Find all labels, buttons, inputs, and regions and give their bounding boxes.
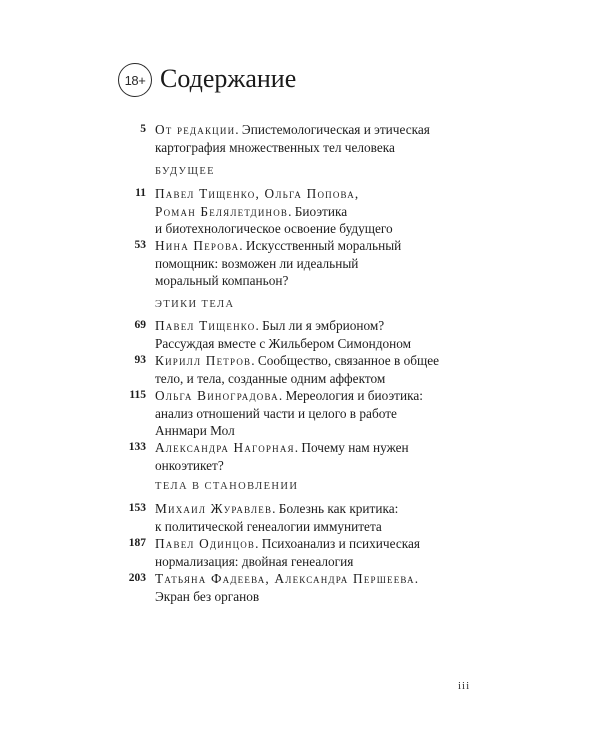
page-number: 5 — [140, 123, 146, 135]
entry-title: . Биоэтика — [288, 203, 348, 219]
page-number: 133 — [128, 441, 146, 453]
entry-title-line: тело, и тела, созданные одним аффектом — [155, 370, 386, 386]
entry-title-line: моральный компаньон? — [155, 273, 289, 288]
toc-entry[interactable] — [129, 387, 475, 440]
entry-author: Павел Одинцов — [155, 536, 256, 551]
entry-title-line: к политической генеалогии иммунитета — [155, 518, 382, 534]
entry-author: Александра Нагорная — [155, 440, 295, 455]
entry-author: Павел Тищенко — [155, 318, 256, 333]
section-heading: ТЕЛА В СТАНОВЛЕНИИ — [155, 481, 299, 492]
entry-title-line: помощник: возможен ли идеальный — [155, 255, 359, 271]
entry-title: . Эпистемологическая и этическая — [235, 122, 430, 137]
age-rating-badge: 18+ — [118, 63, 152, 97]
page-number: 153 — [128, 502, 146, 514]
page-number: 187 — [128, 537, 146, 549]
entry-title: . Сообщество, связанное в общее — [251, 353, 440, 368]
entry-author: Павел Тищенко, Ольга Попова, — [155, 186, 360, 201]
entry-author: Роман Белялетдинов — [155, 203, 289, 219]
toc-entry[interactable] — [134, 237, 475, 290]
entry-title-line: Экран без органов — [155, 588, 260, 604]
entry-author: От редакции — [155, 122, 236, 137]
entry-title: . Искусственный моральный — [239, 238, 402, 253]
entry-title-line: картография множественных тел человека — [155, 139, 395, 155]
toc-entry[interactable] — [128, 439, 475, 474]
entry-title: . Мереология и биоэтика: — [278, 388, 423, 403]
entry-title-line: анализ отношений части и целого в работе — [155, 405, 397, 421]
toc-entry[interactable] — [128, 500, 475, 535]
page-folio: iii — [458, 680, 471, 692]
toc-entry[interactable] — [140, 121, 475, 156]
toc-entry[interactable] — [128, 535, 475, 570]
toc-entry[interactable] — [128, 570, 475, 605]
entry-title-line: Рассуждая вместе с Жильбером Симондоном — [155, 335, 412, 351]
entry-title: . — [414, 571, 419, 586]
entry-title: . Был ли я эмбрионом? — [255, 318, 385, 333]
entry-title-line: онкоэтикет? — [155, 457, 224, 473]
entry-title: . Психоанализ и психическая — [255, 536, 421, 551]
page-number: 53 — [134, 239, 146, 251]
entry-title-line: Аннмари Мол — [155, 423, 235, 438]
page-title: Содержание — [160, 64, 297, 93]
entry-author: Татьяна Фадеева, Александра Першеева — [155, 571, 415, 586]
entry-title-line: и биотехнологическое освоение будущего — [155, 221, 393, 236]
entry-author: Нина Перова — [155, 238, 240, 253]
entry-title: . Болезнь как критика: — [272, 501, 399, 516]
page-number: 69 — [134, 319, 146, 331]
entry-title: . Почему нам нужен — [294, 440, 409, 455]
page-number: 203 — [128, 572, 146, 584]
section-heading: ЭТИКИ ТЕЛА — [155, 299, 235, 310]
section-heading: БУДУЩЕЕ — [155, 166, 215, 177]
page-number: 115 — [129, 389, 146, 401]
page-number: 11 — [135, 187, 146, 199]
toc-entry[interactable] — [135, 185, 475, 238]
entry-author: Кирилл Петров — [155, 353, 252, 368]
entry-author: Михаил Журавлев — [155, 501, 273, 516]
entry-title-line: нормализация: двойная генеалогия — [155, 553, 354, 569]
toc-entry[interactable] — [134, 317, 475, 352]
entry-author: Ольга Виноградова — [155, 388, 279, 403]
toc-entry[interactable] — [134, 352, 475, 387]
page-number: 93 — [134, 354, 146, 366]
